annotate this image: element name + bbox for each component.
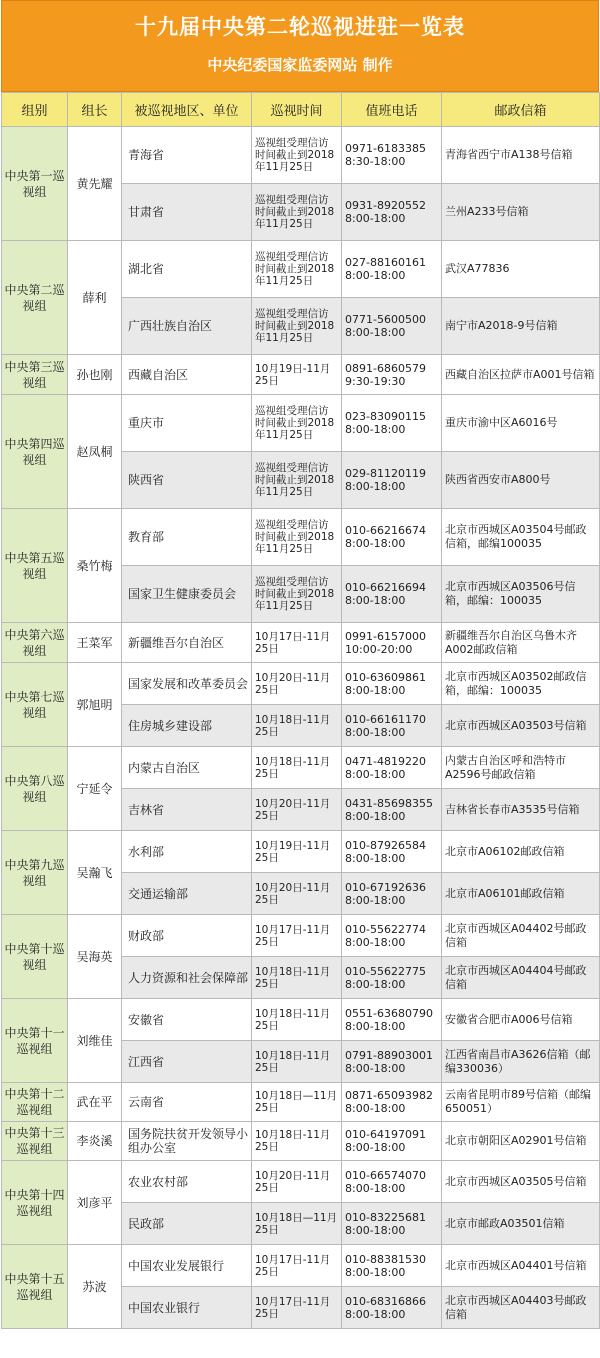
group-name-cell: 中央第九巡视组: [2, 831, 68, 915]
table-row: [2, 663, 600, 705]
phone-cell: 010-55622775 8:00-18:00: [342, 957, 442, 999]
unit-cell: 内蒙古自治区: [122, 747, 252, 789]
mailbox-cell: 北京市朝阳区A02901号信箱: [442, 1122, 600, 1161]
time-cell: 10月18日-11月25日: [252, 1041, 342, 1083]
mailbox-cell: 北京市A06101邮政信箱: [442, 873, 600, 915]
phone-cell: 010-88381530 8:00-18:00: [342, 1245, 442, 1287]
group-leader-cell: 宁延令: [68, 747, 122, 831]
mailbox-cell: 北京市西城区A04404号邮政信箱: [442, 957, 600, 999]
group-leader-cell: 薛利: [68, 241, 122, 355]
unit-cell: 青海省: [122, 127, 252, 184]
column-header-group: 组别: [2, 93, 68, 127]
time-cell: 10月20日-11月25日: [252, 789, 342, 831]
phone-cell: 010-55622774 8:00-18:00: [342, 915, 442, 957]
mailbox-cell: 北京市西城区A04403号邮政信箱: [442, 1287, 600, 1329]
time-cell: 10月18日-11月25日: [252, 999, 342, 1041]
unit-cell: 住房城乡建设部: [122, 705, 252, 747]
phone-cell: 029-81120119 8:00-18:00: [342, 452, 442, 509]
mailbox-cell: 北京市A06102邮政信箱: [442, 831, 600, 873]
time-cell: 10月18日-11月25日: [252, 957, 342, 999]
column-header-unit: 被巡视地区、单位: [122, 93, 252, 127]
phone-cell: 027-88160161 8:00-18:00: [342, 241, 442, 298]
phone-cell: 010-68316866 8:00-18:00: [342, 1287, 442, 1329]
phone-cell: 0991-6157000 10:00-20:00: [342, 623, 442, 663]
table-row: [2, 1245, 600, 1287]
group-name-cell: 中央第四巡视组: [2, 395, 68, 509]
mailbox-cell: 北京市邮政A03501信箱: [442, 1203, 600, 1245]
phone-cell: 0971-6183385 8:30-18:00: [342, 127, 442, 184]
group-leader-cell: 黄先耀: [68, 127, 122, 241]
phone-cell: 010-63609861 8:00-18:00: [342, 663, 442, 705]
mailbox-cell: 重庆市渝中区A6016号: [442, 395, 600, 452]
column-header-time: 巡视时间: [252, 93, 342, 127]
unit-cell: 教育部: [122, 509, 252, 566]
time-cell: 10月18日-11月25日: [252, 1122, 342, 1161]
table-row: [2, 747, 600, 789]
table-row: [2, 623, 600, 663]
mailbox-cell: 北京市西城区A03502邮政信箱，邮编：100035: [442, 663, 600, 705]
phone-cell: 010-66216674 8:00-18:00: [342, 509, 442, 566]
unit-cell: 人力资源和社会保障部: [122, 957, 252, 999]
page-title: 十九届中央第二轮巡视进驻一览表: [135, 15, 465, 39]
phone-cell: 010-83225681 8:00-18:00: [342, 1203, 442, 1245]
table-row: [2, 1161, 600, 1203]
group-name-cell: 中央第七巡视组: [2, 663, 68, 747]
unit-cell: 交通运输部: [122, 873, 252, 915]
unit-cell: 陕西省: [122, 452, 252, 509]
column-header-leader: 组长: [68, 93, 122, 127]
mailbox-cell: 北京市西城区A04402号邮政信箱: [442, 915, 600, 957]
inspection-table: [1, 92, 600, 1329]
unit-cell: 吉林省: [122, 789, 252, 831]
phone-cell: 023-83090115 8:00-18:00: [342, 395, 442, 452]
group-name-cell: 中央第十五巡视组: [2, 1245, 68, 1329]
group-name-cell: 中央第二巡视组: [2, 241, 68, 355]
phone-cell: 010-87926584 8:00-18:00: [342, 831, 442, 873]
time-cell: 10月17日-11月25日: [252, 915, 342, 957]
phone-cell: 010-67192636 8:00-18:00: [342, 873, 442, 915]
unit-cell: 湖北省: [122, 241, 252, 298]
phone-cell: 010-66161170 8:00-18:00: [342, 705, 442, 747]
unit-cell: 安徽省: [122, 999, 252, 1041]
phone-cell: 010-66216694 8:00-18:00: [342, 566, 442, 623]
phone-cell: 0871-65093982 8:00-18:00: [342, 1083, 442, 1122]
table-row: [2, 1122, 600, 1161]
group-name-cell: 中央第十四巡视组: [2, 1161, 68, 1245]
group-name-cell: 中央第十一巡视组: [2, 999, 68, 1083]
unit-cell: 江西省: [122, 1041, 252, 1083]
unit-cell: 中国农业银行: [122, 1287, 252, 1329]
time-cell: 巡视组受理信访时间截止到2018年11月25日: [252, 298, 342, 355]
group-leader-cell: 苏波: [68, 1245, 122, 1329]
column-header-phone: 值班电话: [342, 93, 442, 127]
mailbox-cell: 北京市西城区A04401号信箱: [442, 1245, 600, 1287]
time-cell: 10月18日-11月25日: [252, 747, 342, 789]
unit-cell: 重庆市: [122, 395, 252, 452]
time-cell: 10月19日-11月25日: [252, 831, 342, 873]
time-cell: 巡视组受理信访时间截止到2018年11月25日: [252, 452, 342, 509]
unit-cell: 甘肃省: [122, 184, 252, 241]
table-header-row: [2, 93, 600, 127]
group-leader-cell: 桑竹梅: [68, 509, 122, 623]
mailbox-cell: 北京市西城区A03503号信箱: [442, 705, 600, 747]
unit-cell: 中国农业发展银行: [122, 1245, 252, 1287]
unit-cell: 新疆维吾尔自治区: [122, 623, 252, 663]
group-name-cell: 中央第十三巡视组: [2, 1122, 68, 1161]
time-cell: 巡视组受理信访时间截止到2018年11月25日: [252, 509, 342, 566]
phone-cell: 0771-5600500 8:00-18:00: [342, 298, 442, 355]
phone-cell: 010-66574070 8:00-18:00: [342, 1161, 442, 1203]
group-leader-cell: 刘彦平: [68, 1161, 122, 1245]
unit-cell: 广西壮族自治区: [122, 298, 252, 355]
group-name-cell: 中央第一巡视组: [2, 127, 68, 241]
phone-cell: 0431-85698355 8:00-18:00: [342, 789, 442, 831]
mailbox-cell: 青海省西宁市A138号信箱: [442, 127, 600, 184]
mailbox-cell: 陕西省西安市A800号: [442, 452, 600, 509]
unit-cell: 水利部: [122, 831, 252, 873]
unit-cell: 国务院扶贫开发领导小组办公室: [122, 1122, 252, 1161]
unit-cell: 国家发展和改革委员会: [122, 663, 252, 705]
time-cell: 巡视组受理信访时间截止到2018年11月25日: [252, 566, 342, 623]
table-row: [2, 831, 600, 873]
time-cell: 巡视组受理信访时间截止到2018年11月25日: [252, 395, 342, 452]
time-cell: 10月20日-11月25日: [252, 873, 342, 915]
phone-cell: 0931-8920552 8:00-18:00: [342, 184, 442, 241]
group-name-cell: 中央第三巡视组: [2, 355, 68, 395]
group-name-cell: 中央第八巡视组: [2, 747, 68, 831]
unit-cell: 国家卫生健康委员会: [122, 566, 252, 623]
table-row: [2, 915, 600, 957]
table-row: [2, 241, 600, 298]
unit-cell: 农业农村部: [122, 1161, 252, 1203]
mailbox-cell: 兰州A233号信箱: [442, 184, 600, 241]
time-cell: 10月18日—11月25日: [252, 1083, 342, 1122]
table-row: [2, 1083, 600, 1122]
group-leader-cell: 孙也刚: [68, 355, 122, 395]
mailbox-cell: 南宁市A2018-9号信箱: [442, 298, 600, 355]
mailbox-cell: 北京市西城区A03504号邮政信箱，邮编100035: [442, 509, 600, 566]
time-cell: 10月18日-11月25日: [252, 705, 342, 747]
table-row: [2, 127, 600, 184]
phone-cell: 0471-4819220 8:00-18:00: [342, 747, 442, 789]
group-leader-cell: 刘维佳: [68, 999, 122, 1083]
phone-cell: 0551-63680790 8:00-18:00: [342, 999, 442, 1041]
phone-cell: 0791-88903001 8:00-18:00: [342, 1041, 442, 1083]
unit-cell: 民政部: [122, 1203, 252, 1245]
time-cell: 巡视组受理信访时间截止到2018年11月25日: [252, 241, 342, 298]
time-cell: 10月20日-11月25日: [252, 1161, 342, 1203]
phone-cell: 0891-6860579 9:30-19:30: [342, 355, 442, 395]
unit-cell: 西藏自治区: [122, 355, 252, 395]
table-row: [2, 509, 600, 566]
phone-cell: 010-64197091 8:00-18:00: [342, 1122, 442, 1161]
mailbox-cell: 吉林省长春市A3535号信箱: [442, 789, 600, 831]
group-leader-cell: 吴海英: [68, 915, 122, 999]
column-header-mailbox: 邮政信箱: [442, 93, 600, 127]
time-cell: 10月17日-11月25日: [252, 1287, 342, 1329]
mailbox-cell: 江西省南昌市A3626信箱（邮编330036）: [442, 1041, 600, 1083]
group-leader-cell: 赵凤桐: [68, 395, 122, 509]
time-cell: 巡视组受理信访时间截止到2018年11月25日: [252, 127, 342, 184]
mailbox-cell: 云南省昆明市89号信箱（邮编650051）: [442, 1083, 600, 1122]
group-leader-cell: 吴瀚飞: [68, 831, 122, 915]
time-cell: 巡视组受理信访时间截止到2018年11月25日: [252, 184, 342, 241]
header-banner: [1, 0, 599, 92]
mailbox-cell: 武汉A77836: [442, 241, 600, 298]
time-cell: 10月17日-11月25日: [252, 623, 342, 663]
mailbox-cell: 西藏自治区拉萨市A001号信箱: [442, 355, 600, 395]
mailbox-cell: 新疆维吾尔自治区乌鲁木齐A002邮政信箱: [442, 623, 600, 663]
mailbox-cell: 安徽省合肥市A006号信箱: [442, 999, 600, 1041]
group-leader-cell: 李炎溪: [68, 1122, 122, 1161]
mailbox-cell: 北京市西城区A03505号信箱: [442, 1161, 600, 1203]
group-name-cell: 中央第十二巡视组: [2, 1083, 68, 1122]
time-cell: 10月18日—11月25日: [252, 1203, 342, 1245]
time-cell: 10月17日-11月25日: [252, 1245, 342, 1287]
mailbox-cell: 内蒙古自治区呼和浩特市A2596号邮政信箱: [442, 747, 600, 789]
unit-cell: 财政部: [122, 915, 252, 957]
group-leader-cell: 郭旭明: [68, 663, 122, 747]
table-row: [2, 355, 600, 395]
group-name-cell: 中央第五巡视组: [2, 509, 68, 623]
table-row: [2, 999, 600, 1041]
page-subtitle: 中央纪委国家监委网站 制作: [207, 56, 393, 74]
time-cell: 10月20日-11月25日: [252, 663, 342, 705]
mailbox-cell: 北京市西城区A03506号信箱，邮编：100035: [442, 566, 600, 623]
unit-cell: 云南省: [122, 1083, 252, 1122]
table-row: [2, 395, 600, 452]
group-name-cell: 中央第十巡视组: [2, 915, 68, 999]
group-name-cell: 中央第六巡视组: [2, 623, 68, 663]
group-leader-cell: 武在平: [68, 1083, 122, 1122]
table-body: [2, 127, 600, 1329]
group-leader-cell: 王菜军: [68, 623, 122, 663]
time-cell: 10月19日-11月25日: [252, 355, 342, 395]
